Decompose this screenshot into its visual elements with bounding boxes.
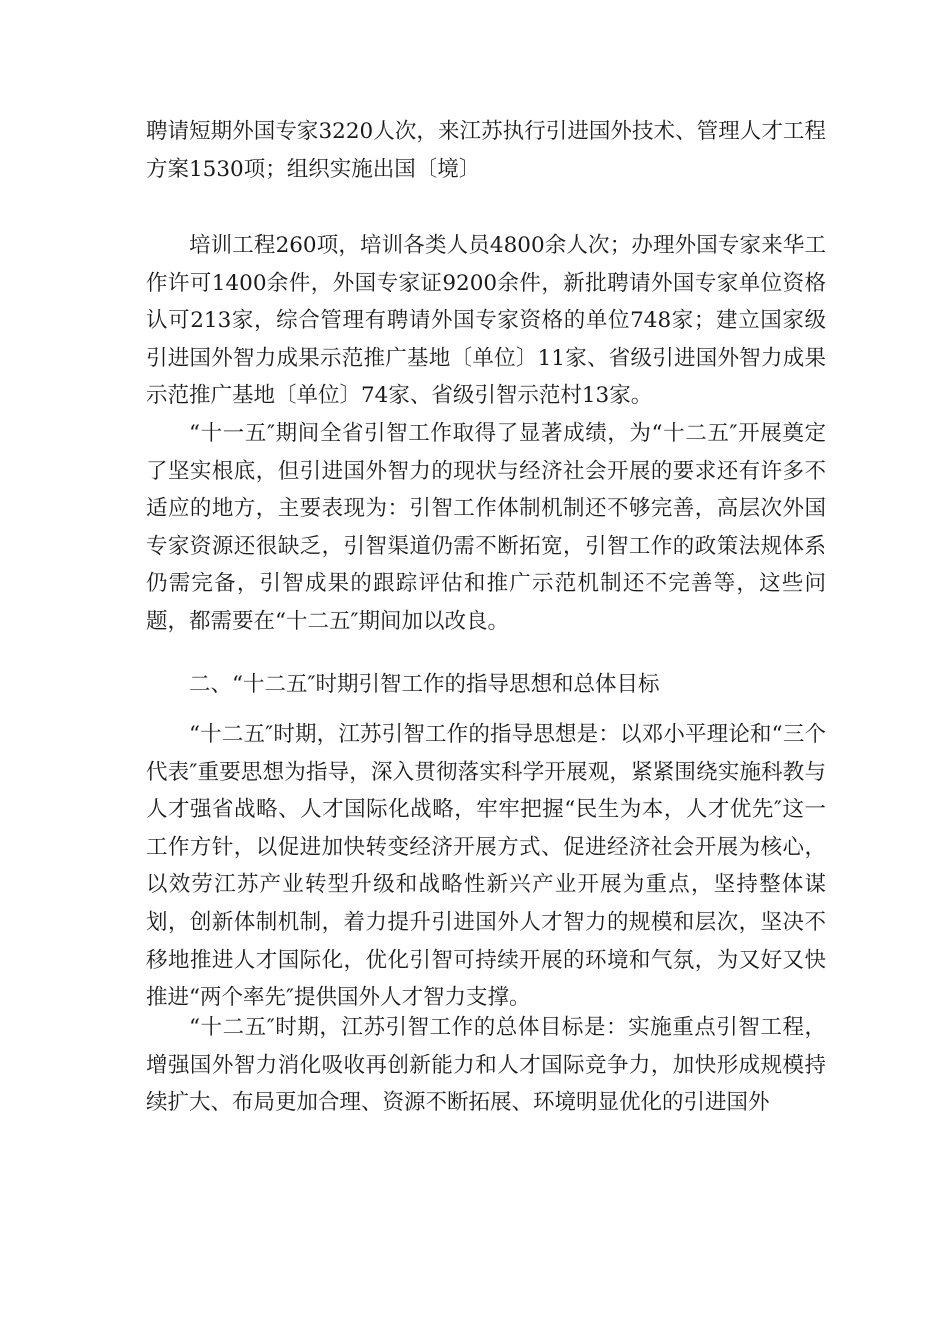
paragraph-guiding-ideology: “十二五″时期，江苏引智工作的指导思想是：以邓小平理论和“三个代表″重要思想为指导，深入贯彻落实科学开展观，紧紧围绕实施科教与人才强省战略、人才国际化战略，牢牢把握“民生为本，人才优先″这一工作方针，以促进加快转变经济开展方式、促进经济社会开展为核心，以效劳江苏产业转型升级和战略性新兴产业开展为重点，坚持整体谋划，创新体制机制，着力提升引进国外人才智力的规模和层次，坚决不移地推进人才国际化，优化引智可持续开展的环境和气氛，为又好又快推进“两个率先″提供国外人才智力支撑。 <box>146 722 826 1011</box>
paragraph-eleventh-five-year-review: “十一五″期间全省引智工作取得了显著成绩，为“十二五″开展奠定了坚实根底，但引进国外智力的现状与经济社会开展的要求还有许多不适应的地方，主要表现为：引智工作体制机制还不够完善，高层次外国专家资源还很缺乏，引智渠道仍需不断拓宽，引智工作的政策法规体系仍需完备，引智成果的跟踪评估和推广示范机制还不完善等，这些问题，都需要在“十二五″期间加以改良。 <box>146 421 826 634</box>
paragraph-overall-goal: “十二五″时期，江苏引智工作的总体目标是：实施重点引智工程，增强国外智力消化吸收再创新能力和人才国际竞争力，加快形成规模持续扩大、布局更加合理、资源不断拓展、环境明显优化的引进国外 <box>146 1015 826 1116</box>
section-heading-guiding-ideology: 二、“十二五″时期引智工作的指导思想和总体目标 <box>189 672 660 697</box>
paragraph-expert-hiring: 聘请短期外国专家3220人次，来江苏执行引进国外技术、管理人才工程方案1530项；组织实施出国〔境〕 <box>146 119 826 182</box>
paragraph-training-projects: 培训工程260项，培训各类人员4800余人次；办理外国专家来华工作许可1400余件，外国专家证9200余件，新批聘请外国专家单位资格认可213家，综合管理有聘请外国专家资格的单位748家；建立国家级引进国外智力成果示范推广基地〔单位〕11家、省级引进国外智力成果示范推广基地〔单位〕74家、省级引智示范村13家。 <box>146 233 826 409</box>
